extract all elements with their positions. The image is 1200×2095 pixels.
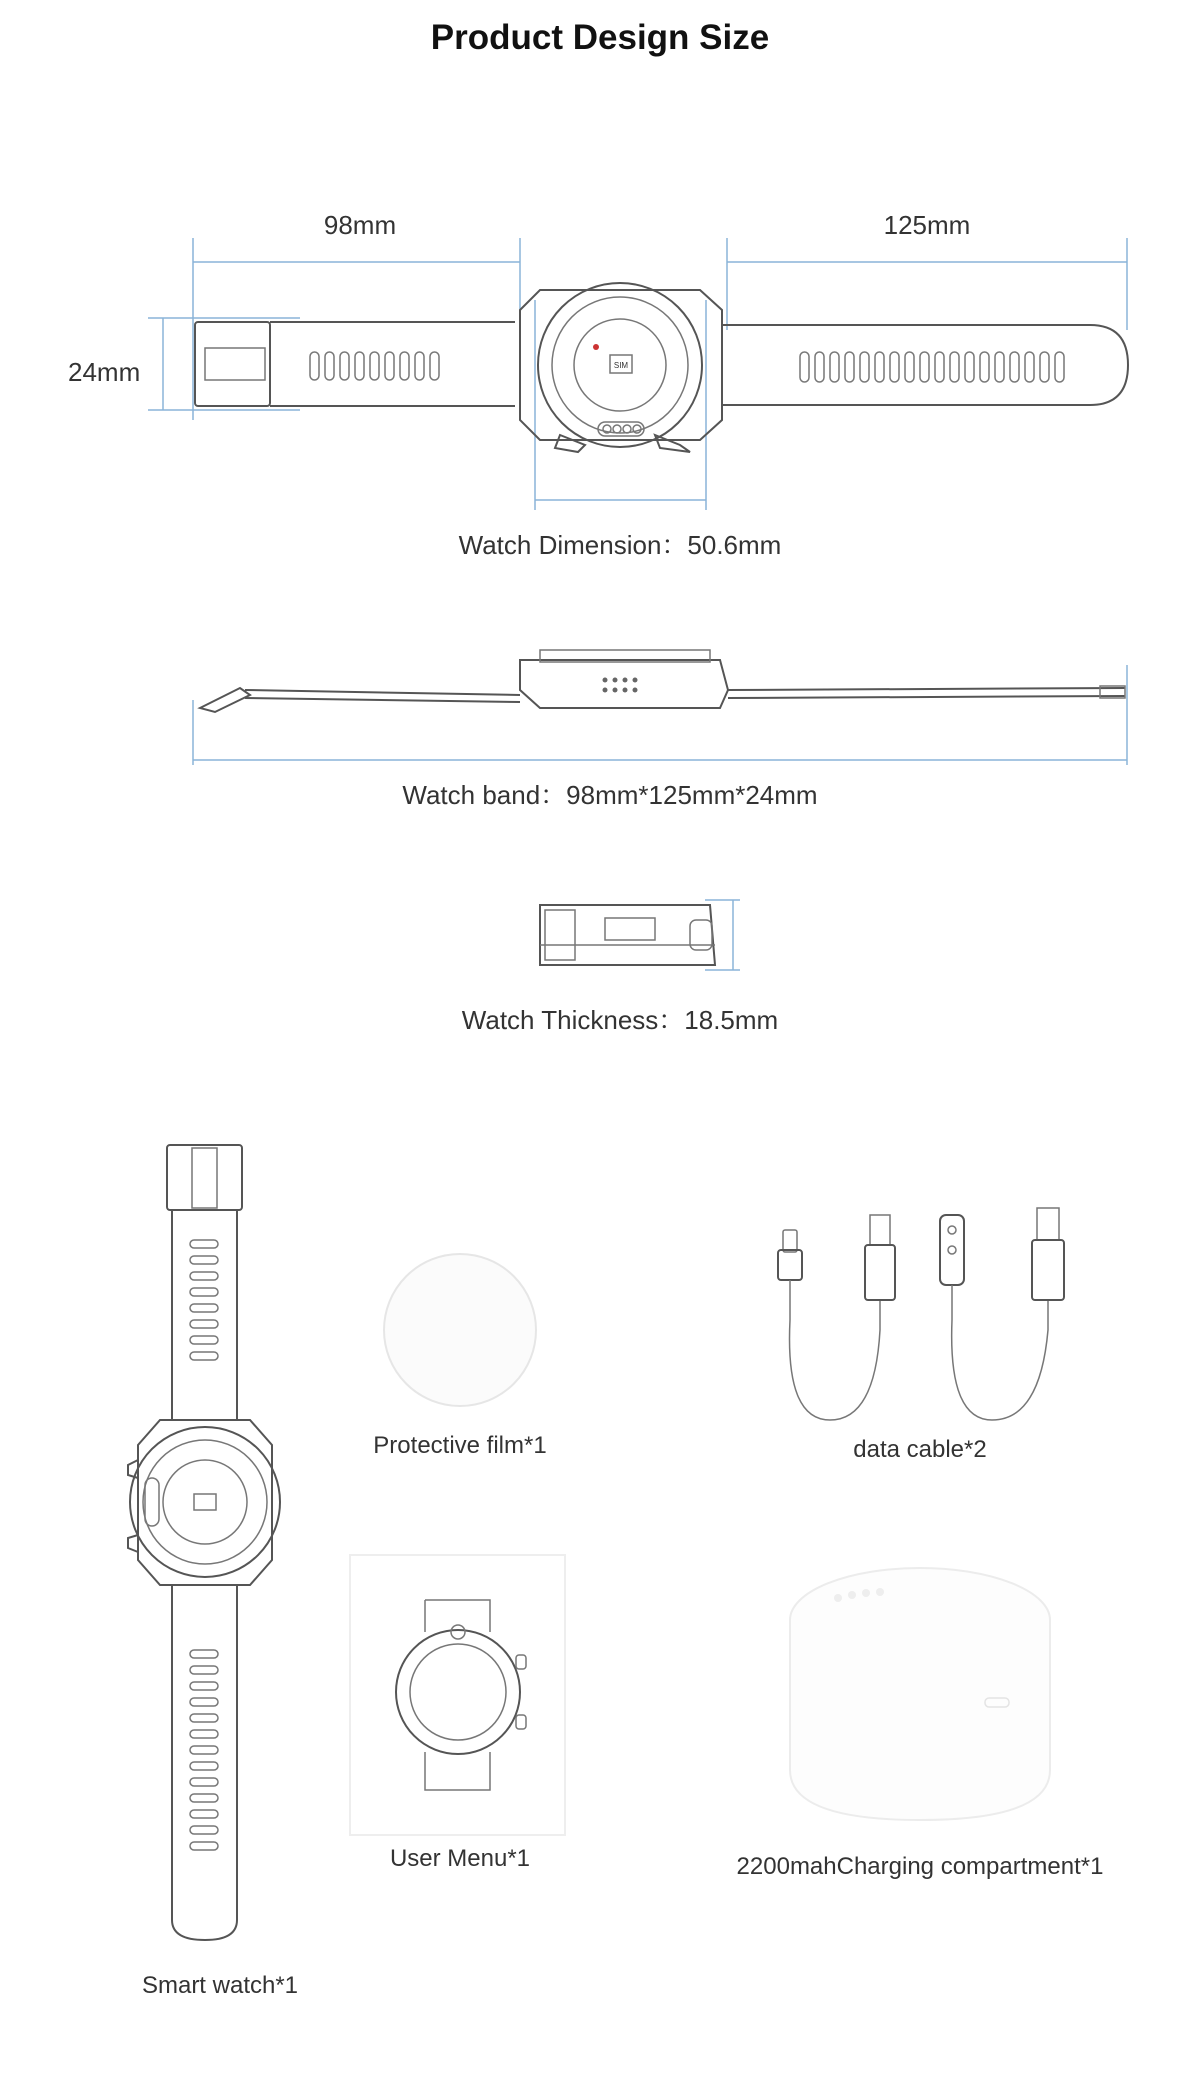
sim-label: SIM <box>613 361 629 370</box>
data-cable-illustration <box>778 1208 1064 1420</box>
protective-film-illustration <box>384 1254 536 1406</box>
protective-film-caption: Protective film*1 <box>373 1432 547 1459</box>
data-cable-caption: data cable*2 <box>853 1436 987 1463</box>
user-menu-caption: User Menu*1 <box>389 1845 531 1872</box>
watch-band-caption: Watch band：98mm*125mm*24mm <box>402 780 818 810</box>
smart-watch-illustration <box>128 1145 280 1940</box>
watch-thickness-caption: Watch Thickness：18.5mm <box>461 1005 779 1035</box>
dimension-label-98mm: 98mm <box>323 210 397 240</box>
dimension-label-125mm: 125mm <box>883 210 971 240</box>
watch-band-long <box>722 325 1128 405</box>
charging-compartment-illustration <box>790 1568 1050 1820</box>
page-title: Product Design Size <box>430 18 770 57</box>
watch-dimension-caption: Watch Dimension：50.6mm <box>458 530 782 560</box>
charging-compartment-caption: 2200mahCharging compartment*1 <box>736 1853 1104 1880</box>
watch-band-short <box>195 322 515 406</box>
dimension-label-24mm: 24mm <box>68 357 141 387</box>
watch-side-view <box>193 650 1127 765</box>
smart-watch-caption: Smart watch*1 <box>141 1972 299 1999</box>
user-menu-illustration <box>350 1555 565 1835</box>
watch-thickness-view <box>540 900 740 970</box>
watch-body-top <box>520 283 722 452</box>
